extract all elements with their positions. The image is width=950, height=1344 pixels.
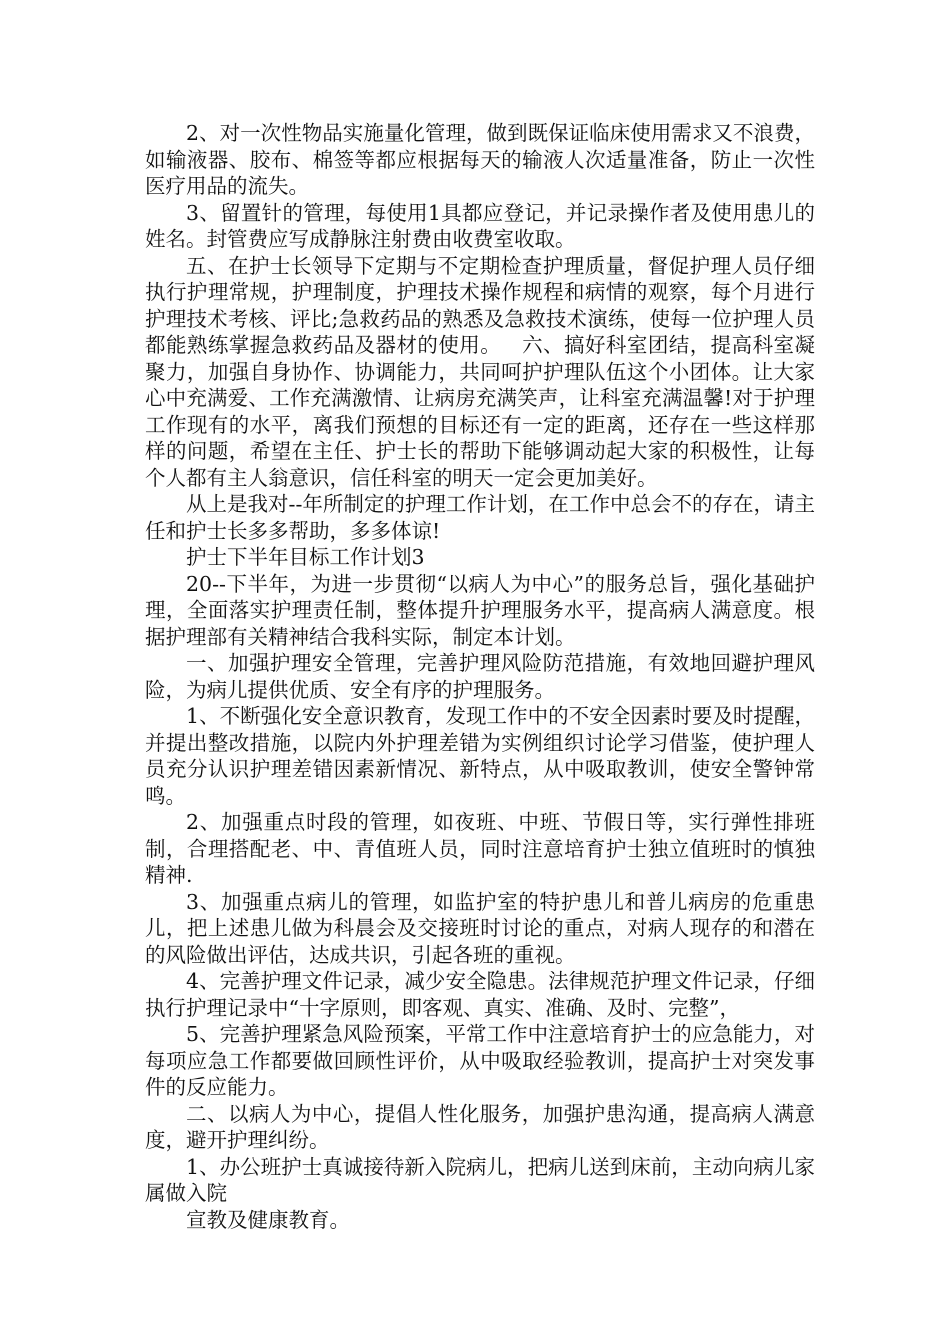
- paragraph-12: 5、完善护理紧急风险预案，平常工作中注意培育护士的应急能力，对每项应急工作都要做回顾性评价，从中吸取经验教训，提高护士对突发事件的反应能力。: [145, 1022, 815, 1099]
- paragraph-8: 1、不断强化安全意识教育，发现工作中的不安全因素时要及时提醒，并提出整改措施，以院内外护理差错为实例组织讨论学习借鉴，使护理人员充分认识护理差错因素新情况、新特点，从中吸取教训，使安全警钟常鸣。: [145, 704, 815, 808]
- section-heading: 护士下半年目标工作计划3: [186, 545, 425, 569]
- paragraph-1: 2、对一次性物品实施量化管理，做到既保证临床使用需求又不浪费，如输液器、胶布、棉签等都应根据每天的输液人次适量准备，防止一次性医疗用品的流失。: [145, 121, 815, 198]
- paragraph-3: 五、在护士长领导下定期与不定期检查护理质量，督促护理人员仔细执行护理常规，护理制度，护理技术操作规程和病情的观察，每个月进行护理技术考核、评比;急救药品的熟悉及急救技术演练，使每一位护理人员都能熟练掌握急救药品及器材的使用。 六、搞好科室团结，提高科室凝聚力，加强自身协作、协调能力，共同呵护护理队伍这个小团体。让大家心中充满爱、工作充满激情、让病房充满笑声，让科室充满温馨!对于护理工作现有的水平，离我们预想的目标还有一定的距离，还存在一些这样那样的问题，希望在主任、护士长的帮助下能够调动起大家的积极性，让每个人都有主人翁意识，信任科室的明天一定会更加美好。: [145, 253, 815, 490]
- paragraph-4: 从上是我对--年所制定的护理工作计划，在工作中总会不的存在，请主任和护士长多多帮助，多多体谅!: [145, 492, 815, 543]
- paragraph-10: 3、加强重点病儿的管理，如监护室的特护患儿和普儿病房的危重患儿，把上述患儿做为科晨会及交接班时讨论的重点，对病人现存的和潜在的风险做出评估，达成共识，引起各班的重视。: [145, 889, 815, 967]
- paragraph-13: 二、以病人为中心，提倡人性化服务，加强护患沟通，提高病人满意度，避开护理纠纷。: [145, 1101, 815, 1152]
- document-body: [145, 120, 815, 1233]
- paragraph-14: 1、办公班护士真诚接待新入院病儿，把病儿送到床前，主动向病儿家属做入院: [145, 1154, 815, 1205]
- paragraph-2: 3、留置针的管理，每使用1具都应登记，并记录操作者及使用患儿的姓名。封管费应写成静脉注射费由收费室收取。: [145, 200, 815, 251]
- paragraph-7: 一、加强护理安全管理，完善护理风险防范措施，有效地回避护理风险，为病儿提供优质、安全有序的护理服务。: [145, 651, 815, 702]
- paragraph-15: 宣教及健康教育。: [186, 1207, 350, 1232]
- paragraph-6: 20--下半年，为进一步贯彻“以病人为中心”的服务总旨，强化基础护理，全面落实护理责任制，整体提升护理服务水平，提高病人满意度。根据护理部有关精神结合我科实际，制定本计划。: [145, 571, 815, 649]
- paragraph-9: 2、加强重点时段的管理，如夜班、中班、节假日等，实行弹性排班制，合理搭配老、中、青值班人员，同时注意培育护士独立值班时的慎独精神.: [145, 810, 815, 887]
- paragraph-11: 4、完善护理文件记录，减少安全隐患。法律规范护理文件记录，仔细执行护理记录中“十字原则，即客观、真实、准确、及时、完整”，: [145, 969, 815, 1020]
